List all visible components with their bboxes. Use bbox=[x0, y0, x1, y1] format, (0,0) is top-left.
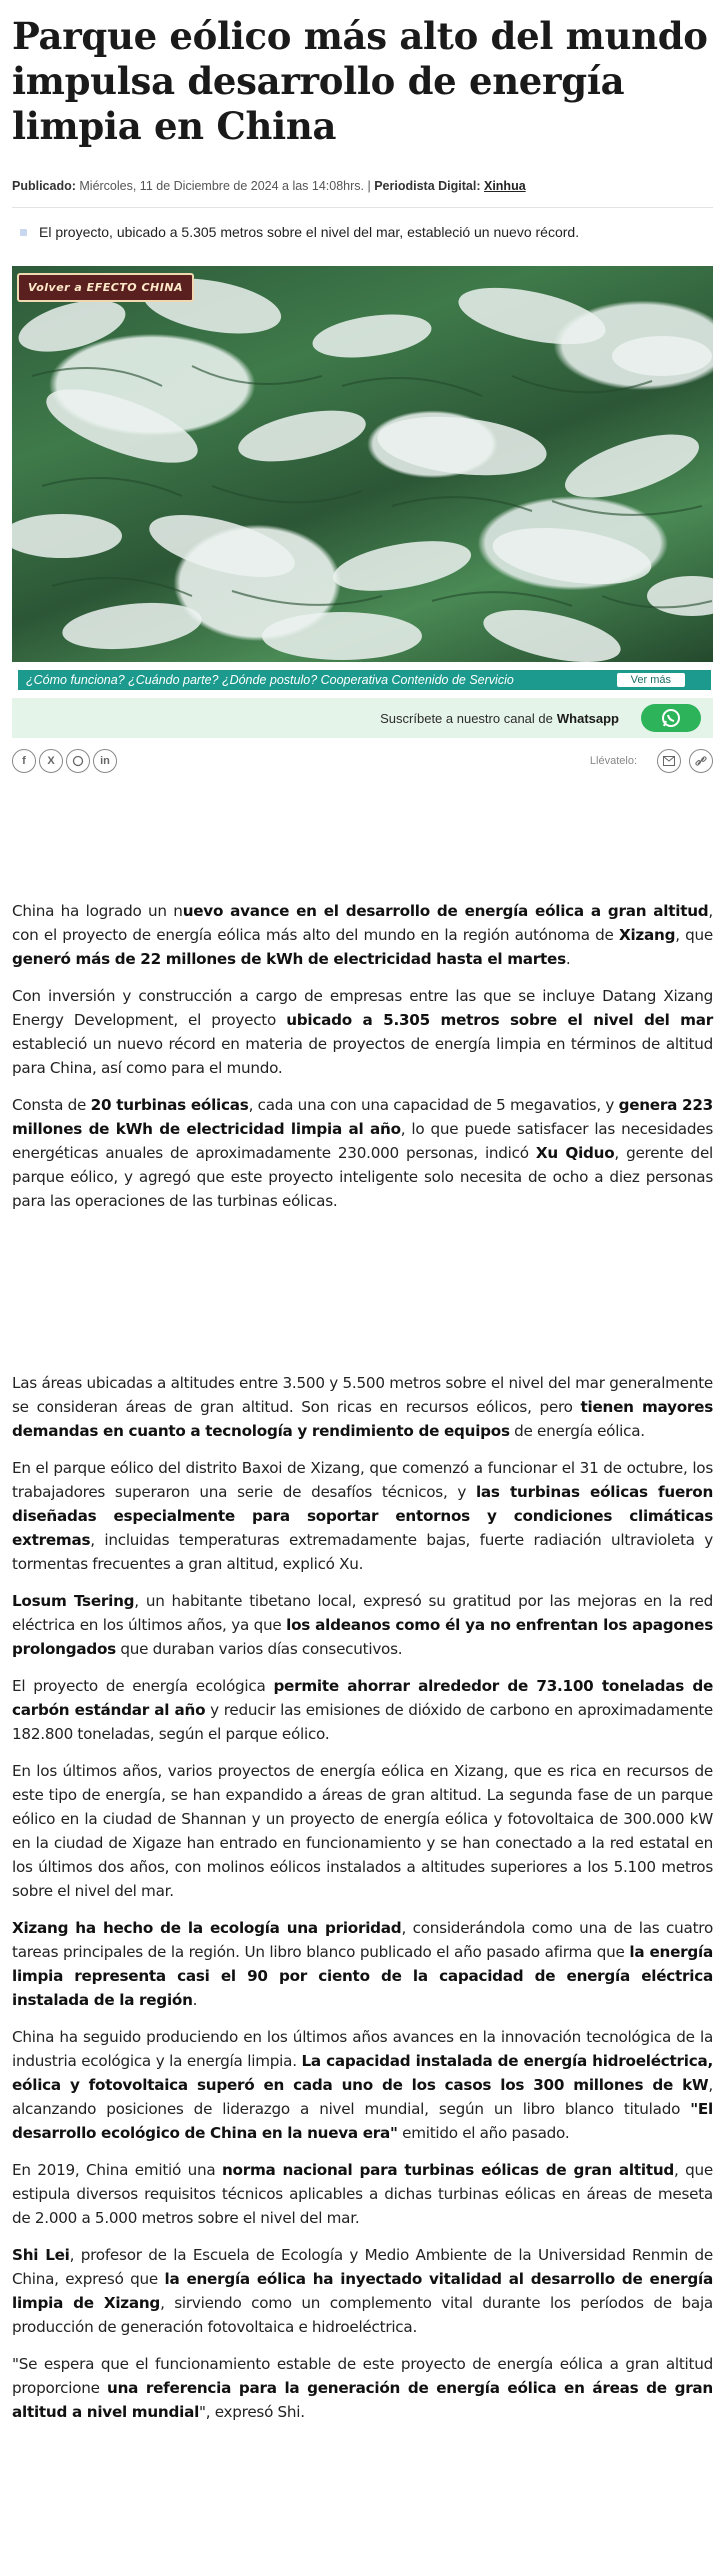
email-icon[interactable] bbox=[657, 749, 681, 773]
share-icons bbox=[12, 749, 117, 773]
bold-text-run: generó más de 22 millones de kWh de electricidad hasta el martes bbox=[12, 950, 566, 968]
article-paragraph bbox=[12, 1589, 713, 1661]
bold-text-run: Xizang bbox=[619, 926, 676, 944]
hero-image bbox=[12, 266, 713, 662]
text-run: de energía eólica. bbox=[509, 1422, 645, 1440]
text-run: , considerándola como una de las cuatro tareas principales de la región. Un libro blanco publicado el año pasado afirma que bbox=[12, 1919, 714, 1961]
linkedin-icon[interactable]: in bbox=[93, 749, 117, 773]
text-run: En los últimos años, varios proyectos de energía eólica en Xizang, que es rica en recursos de este tipo de energía, se han expandido a áreas de gran altitud. La segunda fase de un parque eólico en la ciudad de Shannan y un proyecto de energía eólica y fotovoltaica de 300.000 kW en la ciudad de Xigaze han entrado en funcionamiento y se han conectado a la red estatal en los últimos dos años, con molinos eólicos instalados a altitudes superiores a los 5.100 metros sobre el nivel del mar. bbox=[12, 1762, 713, 1900]
text-run: , profesor de la Escuela de Ecología y Medio Ambiente de la Universidad Renmin de China, expresó que bbox=[12, 2246, 713, 2288]
bold-text-run: permite ahorrar alrededor de 73.100 toneladas de carbón estándar al año bbox=[12, 1677, 714, 1719]
text-run: que duraban varios días consecutivos. bbox=[115, 1640, 403, 1658]
text-run: emitido el año pasado. bbox=[397, 2124, 570, 2142]
published-label: Publicado: bbox=[12, 179, 76, 193]
promo-more-button[interactable]: Ver más bbox=[617, 673, 685, 687]
share-row bbox=[12, 746, 713, 776]
whatsapp-share-icon[interactable] bbox=[66, 749, 90, 773]
bold-text-run: Shi Lei bbox=[12, 2246, 70, 2264]
text-run: , que bbox=[675, 926, 713, 944]
article-paragraph bbox=[12, 2243, 713, 2339]
bold-text-run: los aldeanos como él ya no enfrentan los apagones prolongados bbox=[12, 1616, 713, 1658]
bold-text-run: Losum Tsering bbox=[12, 1592, 135, 1610]
text-run: , lo que puede satisfacer las necesidades energéticas anuales de aproximadamente 230.000 personas, indicó bbox=[12, 1120, 713, 1162]
bold-text-run: Xu Qiduo bbox=[535, 1144, 615, 1162]
article-headline: Parque eólico más alto del mundo impulsa desarrollo de energía limpia en China bbox=[12, 14, 708, 148]
text-run: , que estipula diversos requisitos técnicos aplicables a dichas turbinas eólicas en áreas de meseta de 2.000 a 5.000 metros sobre el nivel del mar. bbox=[12, 2161, 713, 2227]
article-meta bbox=[12, 179, 713, 193]
article-paragraph bbox=[12, 1759, 713, 1903]
text-run: . bbox=[192, 1991, 198, 2009]
text-run: y reducir las emisiones de dióxido de carbono en aproximadamente 182.800 toneladas, según el parque eólico. bbox=[12, 1701, 714, 1743]
bold-text-run: tienen mayores demandas en cuanto a tecnología y rendimiento de equipos bbox=[12, 1398, 713, 1440]
summary-text: El proyecto, ubicado a 5.305 metros sobre el nivel del mar, estableció un nuevo récord. bbox=[39, 224, 580, 240]
text-run: Las áreas ubicadas a altitudes entre 3.500 y 5.500 metros sobre el nivel del mar generalmente se consideran áreas de gran altitud. Son ricas en recursos eólicos, pero bbox=[12, 1374, 713, 1416]
text-run: . bbox=[565, 950, 571, 968]
text-run: ", expresó Shi. bbox=[199, 2403, 305, 2421]
whatsapp-subscribe-text: Suscríbete a nuestro canal de bbox=[380, 710, 553, 726]
article-body-part-1 bbox=[12, 899, 713, 1213]
text-run: China ha logrado un n bbox=[12, 902, 183, 920]
promo-text: ¿Cómo funciona? ¿Cuándo parte? ¿Dónde postulo? Cooperativa Contenido de Servicio bbox=[26, 673, 514, 687]
bold-text-run: las turbinas eólicas fueron diseñadas especialmente para soportar entornos y condiciones climáticas extremas bbox=[12, 1483, 713, 1549]
whatsapp-subscribe-button[interactable] bbox=[641, 704, 701, 732]
bold-text-run: una referencia para la generación de energía eólica en áreas de gran altitud a nivel mundial bbox=[12, 2379, 713, 2421]
article-paragraph bbox=[12, 2025, 713, 2145]
article-paragraph bbox=[12, 1674, 713, 1746]
whatsapp-icon bbox=[660, 707, 682, 729]
text-run: , con el proyecto de energía eólica más alto del mundo en la región autónoma de bbox=[12, 902, 713, 944]
text-run: En el parque eólico del distrito Baxoi de Xizang, que comenzó a funcionar el 31 de octubre, los trabajadores superaron una serie de desafíos técnicos, y bbox=[12, 1459, 713, 1501]
save-icons bbox=[590, 749, 713, 773]
back-to-section-button[interactable]: Volver a EFECTO CHINA bbox=[17, 273, 194, 302]
text-run: "Se espera que el funcionamiento estable de este proyecto de energía eólica a gran altitud proporcione bbox=[12, 2355, 713, 2397]
bold-text-run: "El desarrollo ecológico de China en la nueva era" bbox=[12, 2100, 713, 2142]
summary-bullet-icon bbox=[20, 229, 27, 236]
article-summary bbox=[12, 224, 713, 240]
article-paragraph bbox=[12, 1456, 713, 1576]
bold-text-run: norma nacional para turbinas eólicas de gran altitud bbox=[221, 2161, 675, 2179]
bold-text-run: genera 223 millones de kWh de electricidad limpia al año bbox=[12, 1096, 713, 1138]
text-run: , cada una con una capacidad de 5 megavatios, y bbox=[248, 1096, 619, 1114]
bold-text-run: La capacidad instalada de energía hidroeléctrica, eólica y fotovoltaica superó en cada uno de los casos los 300 millones de kW bbox=[12, 2052, 714, 2094]
text-run: , un habitante tibetano local, expresó su gratitud por las mejoras en la red eléctrica en los últimos años, ya que bbox=[12, 1592, 714, 1634]
text-run: En 2019, China emitió una bbox=[12, 2161, 222, 2179]
bold-text-run: la energía limpia representa casi el 90 por ciento de la capacidad de energía eléctrica instalada de la región bbox=[12, 1943, 713, 2009]
article-paragraph bbox=[12, 1916, 713, 2012]
text-run: , alcanzando posiciones de liderazgo a nivel mundial, según un libro blanco titulado bbox=[12, 2076, 713, 2118]
meta-divider bbox=[12, 207, 713, 208]
text-run: El proyecto de energía ecológica bbox=[12, 1677, 274, 1695]
link-icon[interactable] bbox=[689, 749, 713, 773]
whatsapp-brand-label: Whatsapp bbox=[556, 710, 619, 726]
published-date: Miércoles, 11 de Diciembre de 2024 a las 14:08hrs. | bbox=[75, 179, 375, 193]
save-label: Llévatelo: bbox=[589, 755, 637, 767]
text-run: China ha seguido produciendo en los últimos años avances en la innovación tecnológica de la industria ecológica y la energía limpia. bbox=[12, 2028, 713, 2070]
bold-text-run: uevo avance en el desarrollo de energía eólica a gran altitud bbox=[182, 902, 709, 920]
text-run: , sirviendo como un complemento vital durante los períodos de baja producción de generación fotovoltaica e hidroeléctrica. bbox=[12, 2294, 713, 2336]
text-run: , gerente del parque eólico, y agregó que este proyecto inteligente solo necesita de ocho a diez personas para las operaciones de las turbinas eólicas. bbox=[12, 1144, 714, 1210]
bold-text-run: la energía eólica ha inyectado vitalidad al desarrollo de energía limpia de Xizang bbox=[12, 2270, 713, 2312]
text-run: Consta de bbox=[12, 1096, 91, 1114]
article-paragraph bbox=[12, 984, 713, 1080]
text-run: Con inversión y construcción a cargo de empresas entre las que se incluye Datang Xizang Energy Development, el proyecto bbox=[12, 987, 713, 1029]
x-icon[interactable]: X bbox=[39, 749, 63, 773]
article-paragraph bbox=[12, 2352, 713, 2424]
article-body-part-2 bbox=[12, 1371, 713, 2424]
author-label: Periodista Digital: bbox=[374, 179, 481, 193]
article-paragraph bbox=[12, 2158, 713, 2230]
article-paragraph bbox=[12, 1371, 713, 1443]
bold-text-run: 20 turbinas eólicas bbox=[90, 1096, 249, 1114]
promo-banner[interactable] bbox=[18, 670, 711, 690]
whatsapp-subscribe-bar bbox=[12, 698, 713, 738]
text-run: estableció un nuevo récord en materia de proyectos de energía limpia en términos de altitud para China, así como para el mundo. bbox=[12, 1035, 713, 1077]
facebook-icon[interactable]: f bbox=[12, 749, 36, 773]
snow-crop-field-illustration bbox=[12, 266, 713, 662]
article-paragraph bbox=[12, 899, 713, 971]
author-link[interactable]: Xinhua bbox=[483, 179, 526, 193]
bold-text-run: Xizang ha hecho de la ecología una prioridad bbox=[12, 1919, 402, 1937]
bold-text-run: ubicado a 5.305 metros sobre el nivel del mar bbox=[286, 1011, 714, 1029]
article-paragraph bbox=[12, 1093, 713, 1213]
text-run: , incluidas temperaturas extremadamente bajas, fuerte radiación ultravioleta y tormentas frecuentes a gran altitud, explicó Xu. bbox=[12, 1531, 713, 1573]
